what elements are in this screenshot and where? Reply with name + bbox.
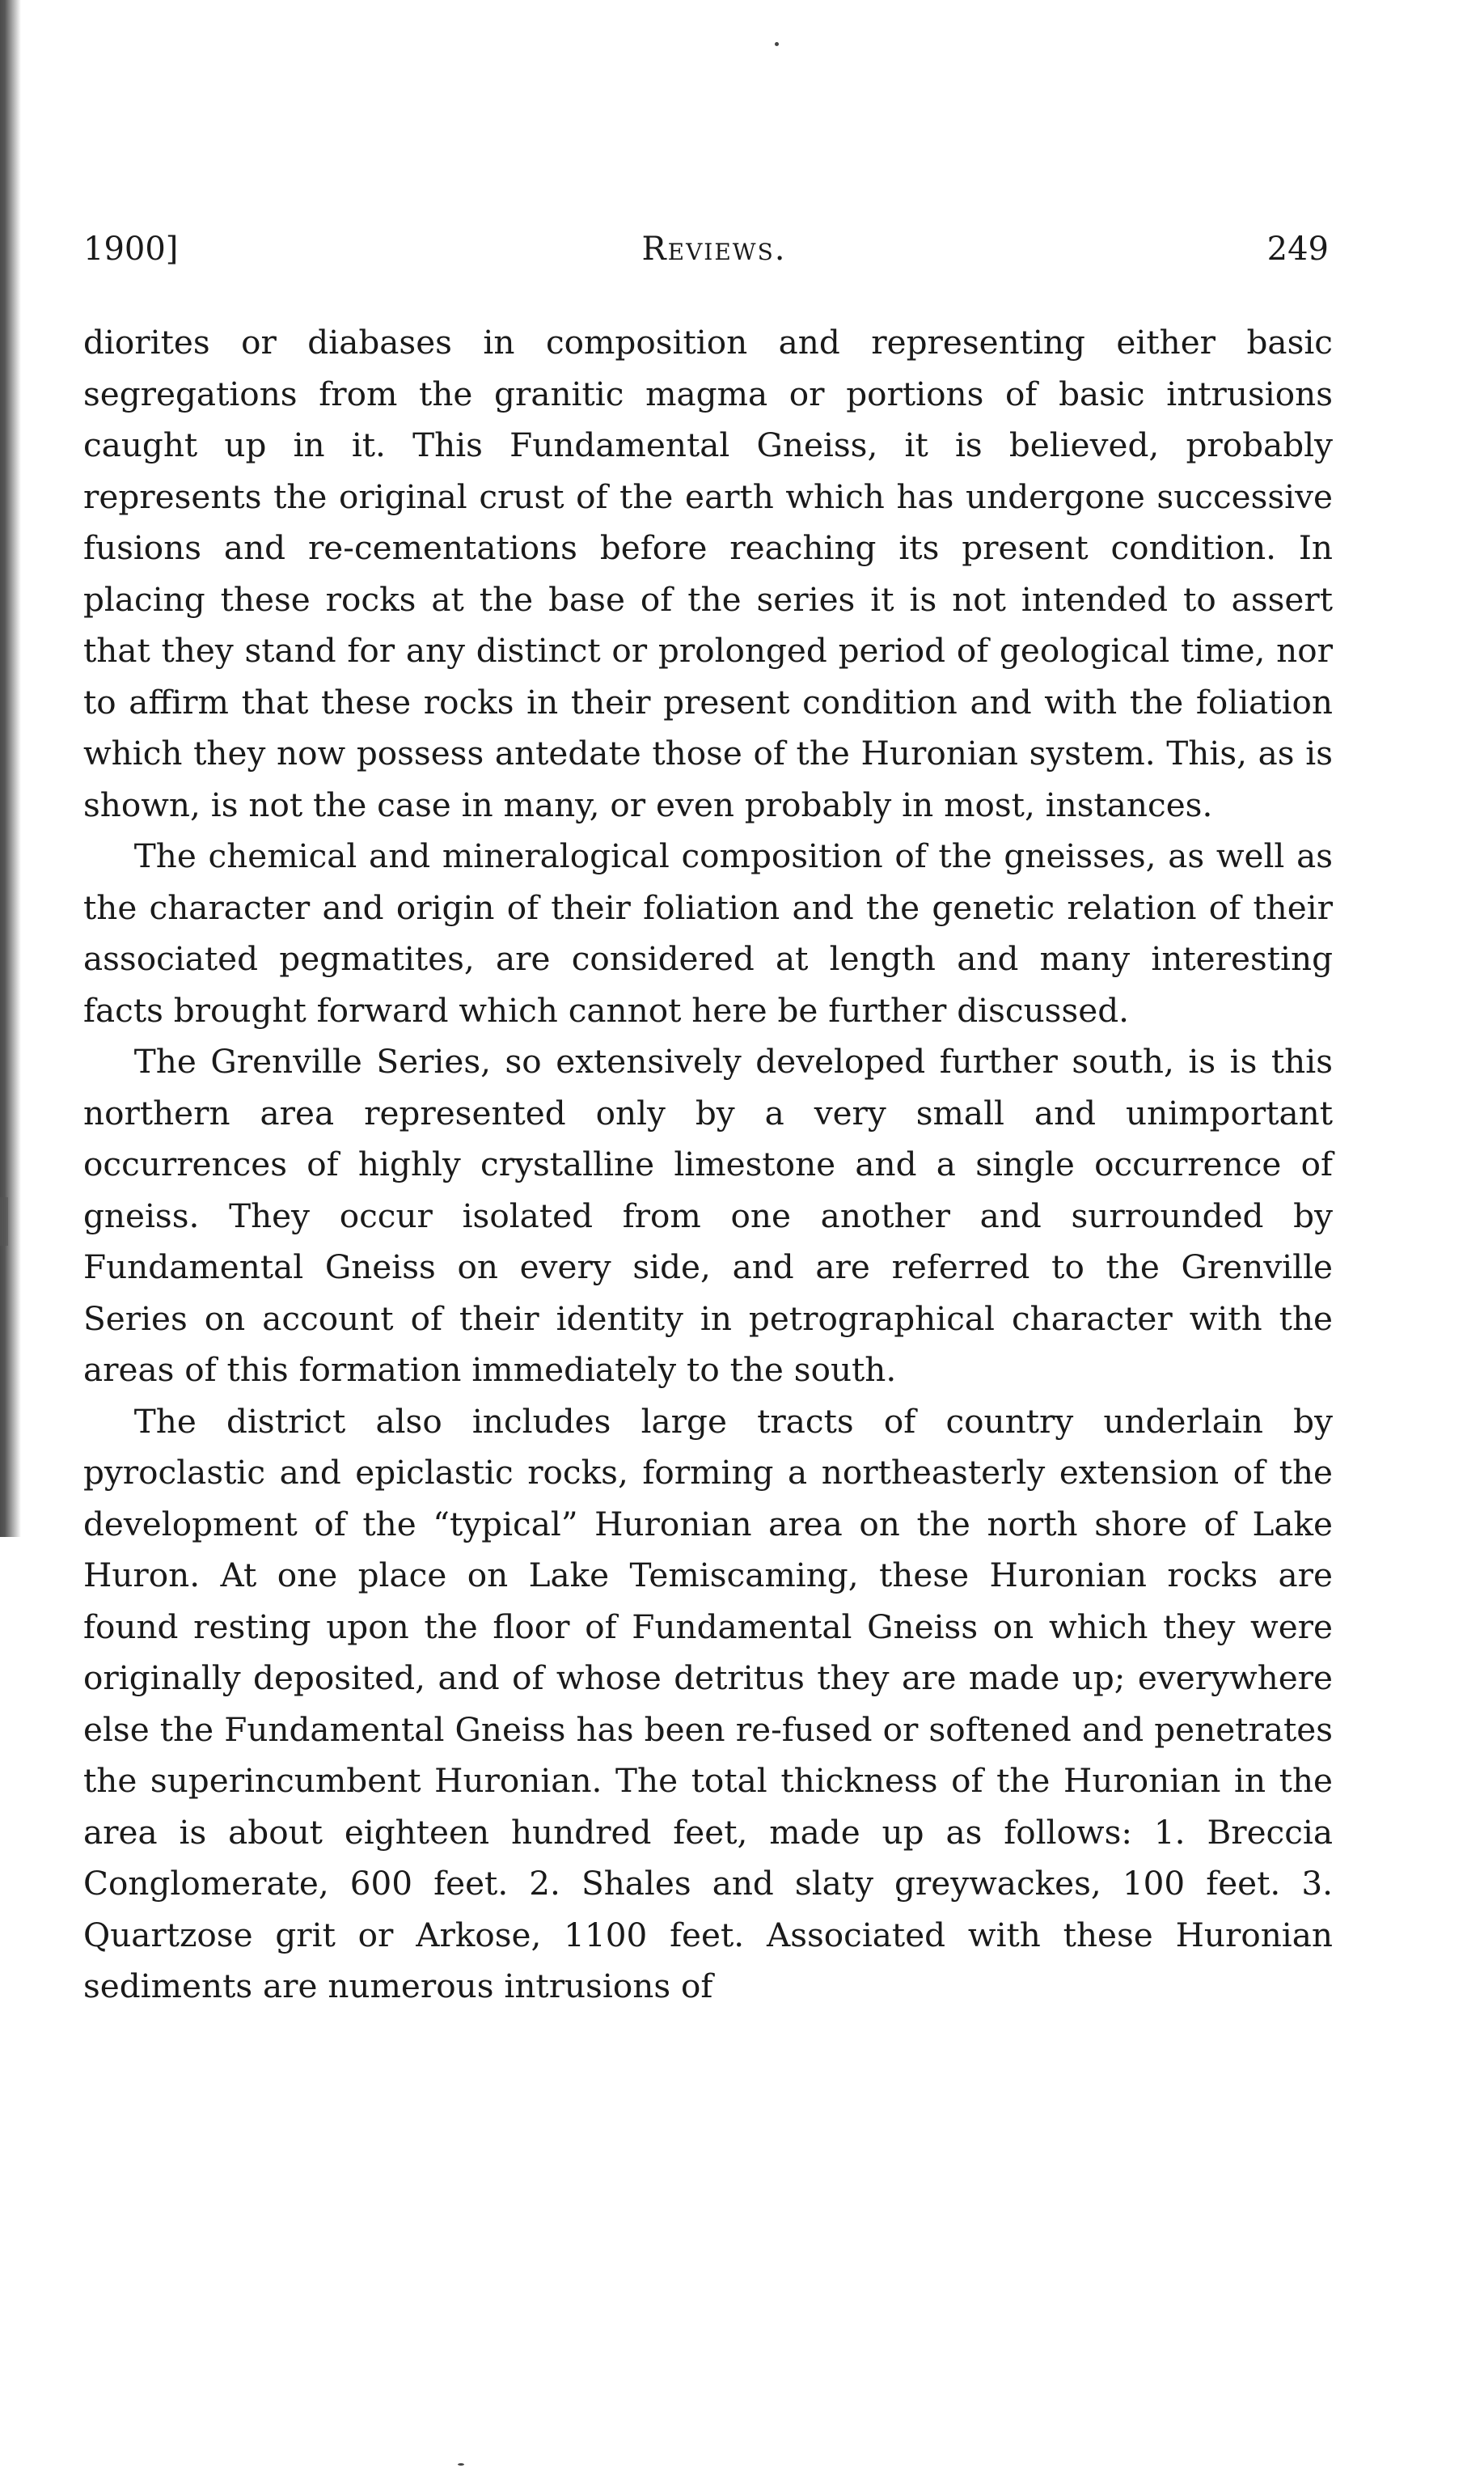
scan-edge-mark [0,1197,8,1246]
body-text [83,317,1333,2013]
page-header [83,225,1329,273]
paragraph: The district also includes large tracts of country underlain by pyroclastic and epiclastic rocks, forming a northeasterly extension of the development of the “typical” Huronian area on the north shore of Lake Huron. At one place on Lake Temiscaming, these Huronian rocks are found resting upon the floor of Fundamental Gneiss on which they were originally deposited, and of whose detritus they are made up; everywhere else the Fundamental Gneiss has been re-fused or softened and penetrates the superincumbent Huronian. The total thickness of the Huronian in the area is about eighteen hundred feet, made up as follows: 1. Breccia Conglomerate, 600 feet. 2. Shales and slaty greywackes, 100 feet. 3. Quartzose grit or Arkose, 1100 feet. Associated with these Huronian sediments are numerous intrusions of [83,1401,1333,2005]
page-number: 249 [1266,231,1329,268]
paragraph: The chemical and mineralogical composition of the gneisses, as well as the character and origin of their foliation and the genetic relation of their associated pegmatites, are considered at length and many interesting facts brought forward which cannot here be further discussed. [83,836,1333,1030]
scan-edge-shadow [0,0,21,1537]
paragraph: diorites or diabases in composition and representing either basic segregations from the granitic magma or portions of basic intrusions caught up in it. This Fundamental Gneiss, it is believed, probably represents the original crust of the earth which has undergone successive fusions and re-cementations before reaching its present condition. In placing these rocks at the base of the series it is not intended to assert that they stand for any distinct or prolonged period of geological time, nor to affirm that these rocks in their present condition and with the foliation which they now possess antedate those of the Huronian system. This, as is shown, is not the case in many, or even probably in most, instances. [83,323,1333,824]
paragraph: The Grenville Series, so extensively developed further south, is is this northern area represented only by a very small and unimportant occurrences of highly crystalline limestone and a single occurrence of gneiss. They occur isolated from one another and surrounded by Fundamental Gneiss on every side, and are referred to the Grenville Series on account of their identity in petrographical character with the areas of this formation immediately to the south. [83,1042,1333,1389]
header-section-title: Reviews. [641,231,787,268]
scan-speck [775,42,779,46]
scan-speck [458,2463,464,2466]
header-year: 1900] [83,231,179,268]
